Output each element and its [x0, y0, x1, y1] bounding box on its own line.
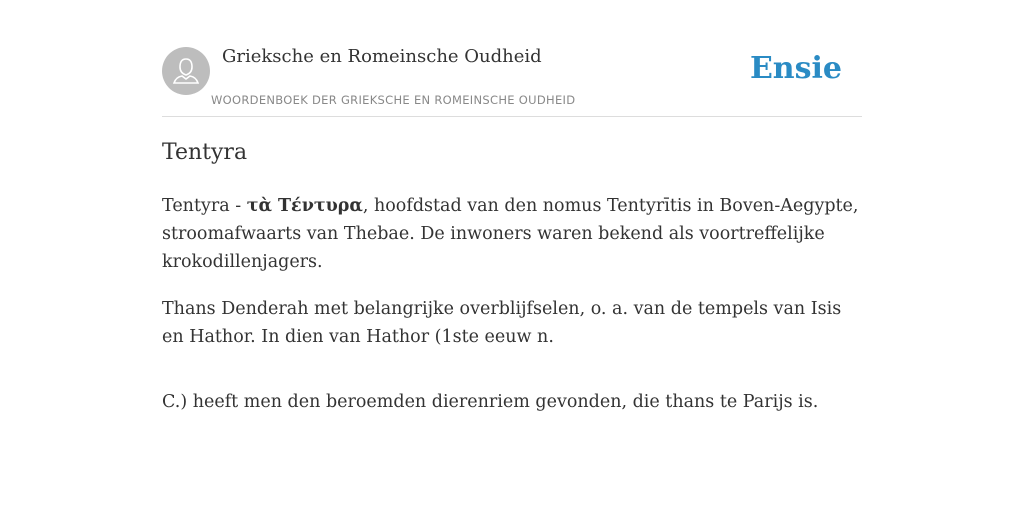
paragraph-1-text: , hoofdstad van den nomus Tentyrītis in Boven-Aegypte, stroomafwaarts van Thebae. De inwoners waren bekend als voortreffelijke krokodillenjagers. — [162, 196, 859, 272]
entry-title: Tentyra — [162, 140, 248, 165]
source-header — [162, 44, 862, 117]
entry-term: Tentyra - — [162, 196, 247, 216]
source-title[interactable]: Grieksche en Romeinsche Oudheid — [222, 46, 542, 67]
paragraph-3: C.) heeft men den beroemden dierenriem gevonden, die thans te Parijs is. — [162, 392, 819, 412]
greek-name: τὰ Τέντυρα — [246, 196, 363, 216]
paragraph-1 — [162, 192, 867, 276]
entry-content — [162, 192, 867, 435]
user-avatar-icon[interactable] — [162, 47, 210, 95]
ensie-logo[interactable]: Ensie — [749, 51, 842, 86]
source-subtitle: WOORDENBOEK DER GRIEKSCHE EN ROMEINSCHE OUDHEID — [211, 93, 576, 107]
paragraph-2: Thans Denderah met belangrijke overblijfselen, o. a. van de tempels van Isis en Hathor. In dien van Hathor (1ste eeuw n. — [162, 299, 842, 347]
